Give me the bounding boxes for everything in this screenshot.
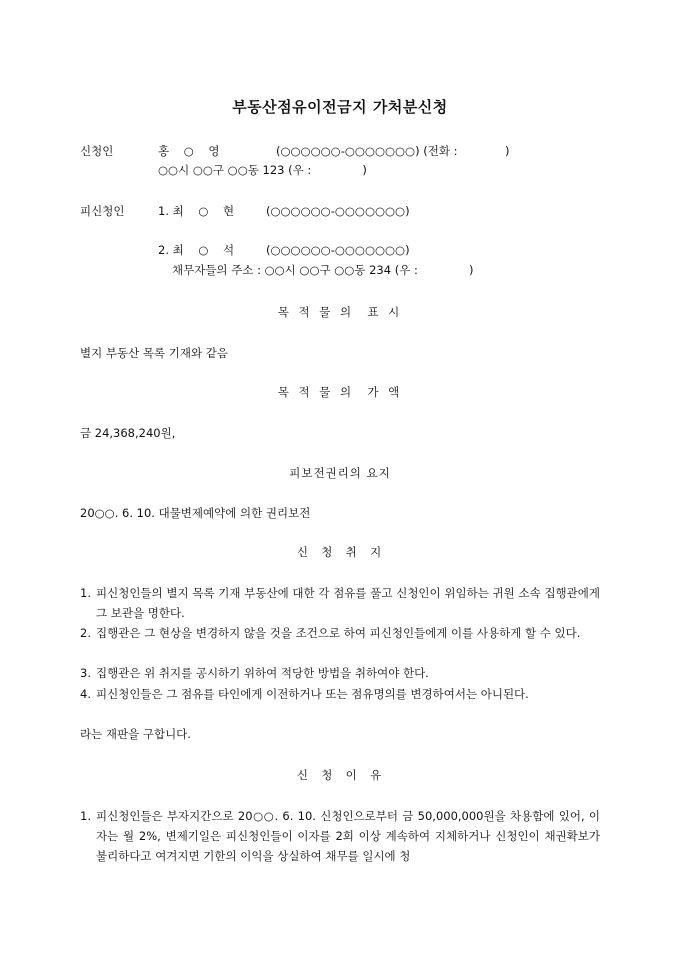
- object-heading: 목 적 물 의 표 시: [277, 305, 403, 319]
- applicant-address: ○○시 ○○구 ○○동 123 (우 : ): [158, 163, 367, 177]
- respondent-address: 채무자들의 주소 : ○○시 ○○구 ○○동 234 (우 : ): [172, 263, 474, 277]
- purpose-item: [80, 663, 600, 683]
- applicant-name: 홍 ○ 영: [158, 144, 220, 158]
- reason-item-text: 피신청인들은 부자지간으로 20○○. 6. 10. 신청인으로부터 금 50,000,000원을 차용함에 있어, 이자는 월 2%, 변제기일은 피신청인들이 이자를 2회 이상 계속하여 지체하거나 신청인이 채권확보가 불리하다고 여겨지면 기한의 이익을 상실하여 채무를 일시에 청: [96, 809, 600, 863]
- rights-heading: 피보전권리의 요지: [289, 466, 391, 480]
- object-text: 별지 부동산 목록 기재와 같음: [80, 346, 228, 360]
- value-heading: 목 적 물 의 가 액: [277, 385, 403, 399]
- document-title: 부동산점유이전금지 가처분신청: [232, 98, 448, 116]
- respondent-2-name: 2. 최 ○ 석: [158, 243, 235, 257]
- closing-text: 라는 재판을 구합니다.: [80, 727, 191, 741]
- respondent-1-id: (○○○○○○-○○○○○○○): [266, 204, 410, 218]
- purpose-item-number: 1.: [80, 586, 91, 600]
- reason-item: [80, 806, 600, 866]
- purpose-item-number: 3.: [80, 666, 91, 680]
- purpose-item: [80, 583, 600, 623]
- purpose-item-text: 집행관은 위 취지를 공시하기 위하여 적당한 방법을 취하여야 한다.: [96, 666, 429, 680]
- purpose-item-text: 피신청인들의 별지 목록 기재 부동산에 대한 각 점유를 풀고 신청인이 위임하는 귀원 소속 집행관에게 그 보관을 명한다.: [96, 586, 600, 620]
- purpose-item: [80, 623, 600, 643]
- reason-item-number: 1.: [80, 809, 91, 823]
- purpose-item: [80, 684, 600, 704]
- purpose-item-number: 4.: [80, 687, 91, 701]
- respondent-label: 피신청인: [80, 204, 125, 218]
- purpose-item-text: 집행관은 그 현상을 변경하지 않을 것을 조건으로 하여 피신청인들에게 이를 사용하게 할 수 있다.: [96, 626, 581, 640]
- respondent-1-name: 1. 최 ○ 현: [158, 204, 235, 218]
- value-text: 금 24,368,240원,: [80, 426, 176, 440]
- reason-heading: 신 청 이 유: [296, 768, 384, 782]
- purpose-heading: 신 청 취 지: [296, 545, 384, 559]
- rights-text: 20○○. 6. 10. 대물변제예약에 의한 권리보전: [80, 506, 311, 520]
- respondent-2-id: (○○○○○○-○○○○○○○): [266, 243, 410, 257]
- purpose-item-number: 2.: [80, 626, 91, 640]
- purpose-item-text: 피신청인들은 그 점유를 타인에게 이전하거나 또는 점유명의를 변경하여서는 아니된다.: [96, 687, 529, 701]
- applicant-details: (○○○○○○-○○○○○○○) (전화 : ): [276, 144, 510, 158]
- applicant-label: 신청인: [80, 144, 114, 158]
